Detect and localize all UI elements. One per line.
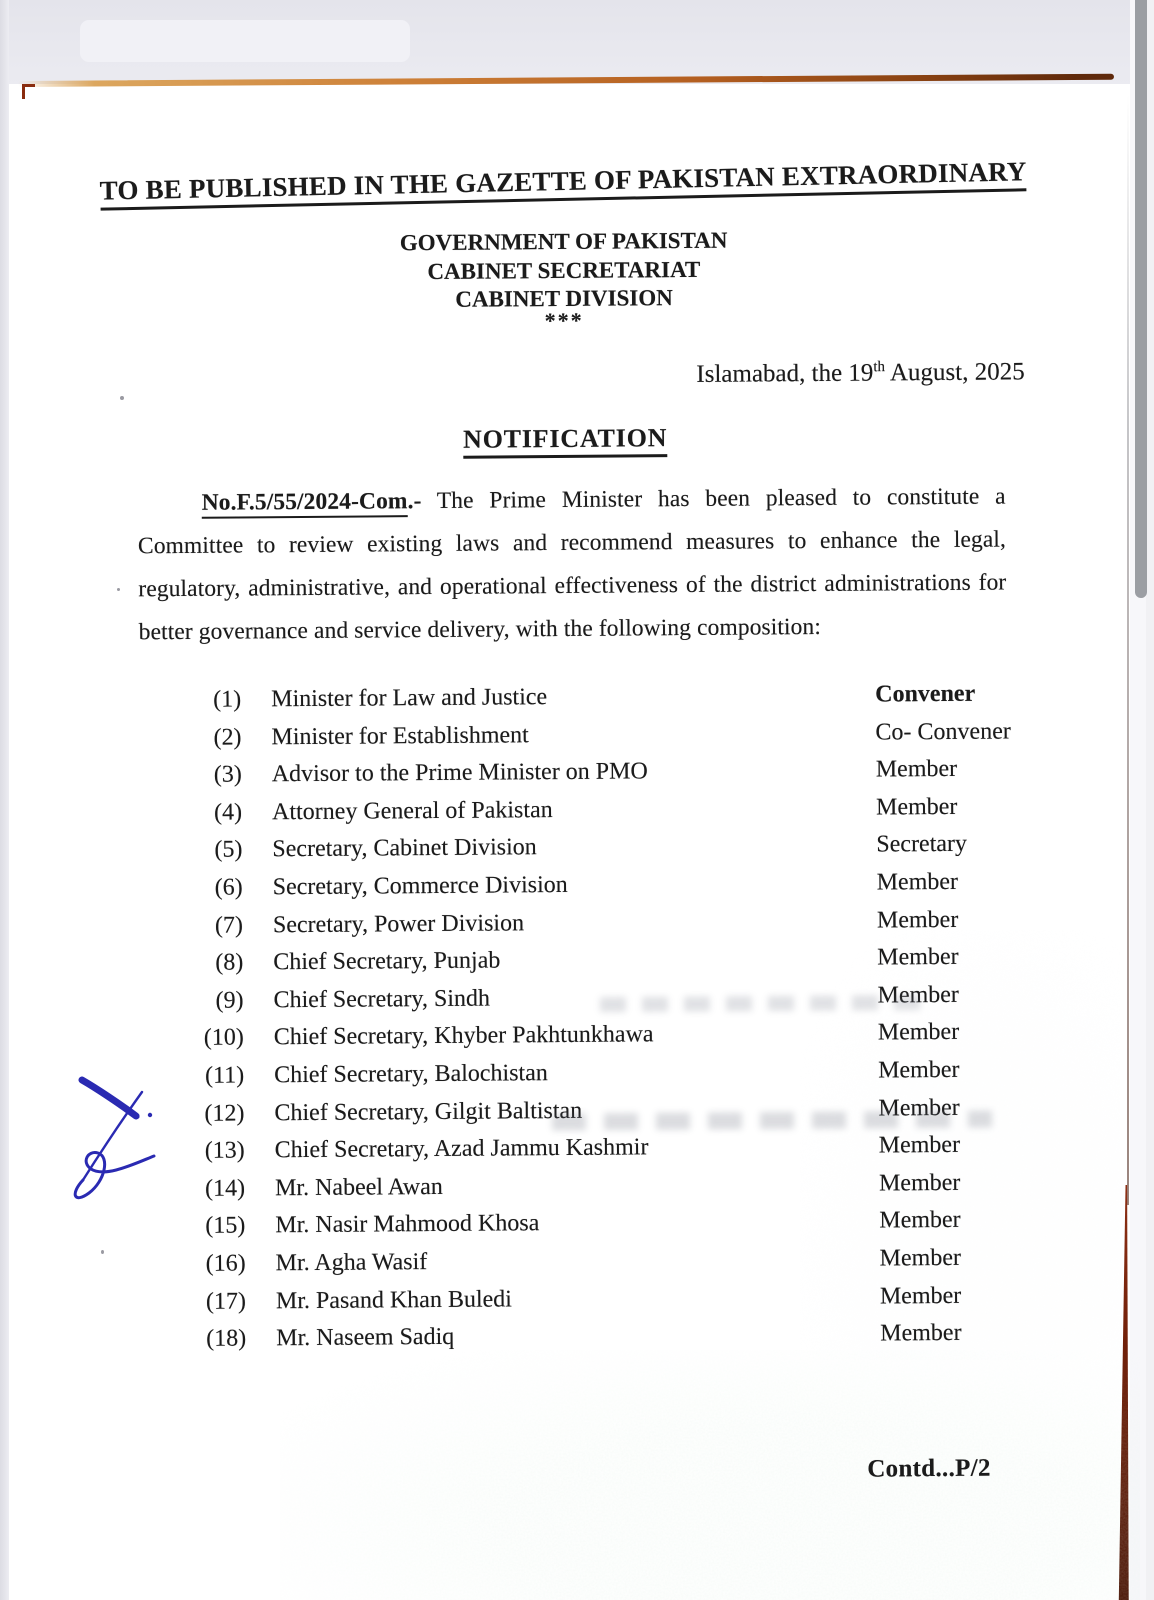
committee-role: Member: [878, 1056, 960, 1084]
date-line: [0, 358, 1025, 394]
paragraph-text: The Prime Minister has been pleased to constitute a Committee to review existing laws and recommend measures to enhance the legal, regulatory, administrative, and operational effectiveness of the district administrations for better governance and service delivery, with the following composition:: [137, 483, 1007, 646]
committee-title: Chief Secretary, Punjab: [273, 947, 501, 976]
scrollbar-thumb[interactable]: [1135, 0, 1147, 598]
reference-separator: .-: [407, 488, 422, 515]
committee-title: Chief Secretary, Balochistan: [274, 1060, 548, 1089]
body-paragraph: [137, 475, 1006, 654]
committee-title: Mr. Nasir Mahmood Khosa: [275, 1210, 540, 1239]
committee-role: Member: [877, 981, 959, 1009]
committee-title: Chief Secretary, Khyber Pakhtunkhawa: [273, 1021, 654, 1051]
committee-title: Secretary, Commerce Division: [272, 871, 568, 901]
date-suffix: August, 2025: [884, 358, 1025, 387]
committee-number: (6): [214, 874, 243, 901]
committee-title: Chief Secretary, Azad Jammu Kashmir: [274, 1134, 649, 1164]
committee-role: Member: [876, 906, 959, 934]
committee-number: (14): [204, 1175, 246, 1202]
committee-list: [0, 679, 1140, 1365]
committee-title: Chief Secretary, Gilgit Baltistan: [274, 1097, 583, 1126]
publish-line: [0, 154, 1131, 213]
committee-role: Co- Convener: [875, 718, 1011, 746]
committee-role: Member: [878, 1094, 960, 1122]
committee-title: Mr. Naseem Sadiq: [276, 1323, 455, 1352]
committee-role: Convener: [875, 680, 976, 708]
committee-number: (8): [215, 949, 244, 976]
committee-number: (11): [204, 1062, 245, 1089]
committee-role: Secretary: [876, 831, 968, 858]
committee-title: Mr. Agha Wasif: [275, 1248, 428, 1277]
committee-role: Member: [880, 1319, 962, 1347]
committee-number: (10): [203, 1024, 244, 1052]
committee-title: Chief Secretary, Sindh: [273, 985, 491, 1014]
committee-number: (7): [214, 912, 244, 939]
committee-number: (5): [214, 836, 243, 864]
committee-role: Member: [877, 944, 959, 971]
committee-number: (18): [206, 1325, 247, 1352]
committee-role: Member: [878, 1169, 961, 1197]
committee-role: Member: [879, 1282, 962, 1310]
notification-heading-text: NOTIFICATION: [463, 423, 667, 459]
committee-role: Member: [879, 1244, 962, 1272]
org-line-secretariat: CABINET SECRETARIAT: [427, 256, 701, 284]
committee-title: Secretary, Cabinet Division: [272, 834, 537, 863]
handwritten-signature: [58, 1058, 170, 1208]
committee-number: (15): [205, 1212, 246, 1240]
org-line-government: GOVERNMENT OF PAKISTAN: [399, 227, 728, 256]
date-prefix: Islamabad, the 19: [696, 359, 874, 388]
org-line-division: CABINET DIVISION: [455, 285, 673, 312]
committee-title: Secretary, Power Division: [272, 909, 525, 938]
committee-title: Mr. Pasand Khan Buledi: [275, 1285, 513, 1314]
committee-role: Member: [878, 1131, 961, 1159]
committee-role: Member: [876, 868, 959, 896]
committee-title: Attorney General of Pakistan: [271, 796, 553, 826]
org-block: [0, 223, 1132, 317]
committee-title: Advisor to the Prime Minister on PMO: [271, 758, 648, 788]
committee-number: (2): [213, 724, 242, 751]
committee-number: (9): [215, 987, 244, 1014]
committee-role: Member: [875, 756, 958, 783]
committee-number: (13): [204, 1137, 245, 1164]
committee-title: Minister for Law and Justice: [271, 684, 548, 713]
committee-number: (12): [204, 1100, 245, 1127]
committee-title: Mr. Nabeel Awan: [274, 1173, 443, 1201]
scrollbar-track[interactable]: [1146, 0, 1154, 1600]
committee-role: Member: [875, 793, 958, 821]
reference-number: No.F.5/55/2024-Com: [202, 488, 408, 519]
committee-title: Minister for Establishment: [271, 721, 529, 750]
committee-number: (3): [213, 761, 242, 788]
committee-role: Member: [877, 1019, 960, 1046]
committee-number: (4): [214, 799, 243, 826]
notification-heading: [0, 419, 1133, 462]
publish-line-text: TO BE PUBLISHED IN THE GAZETTE OF PAKISTAN EXTRAORDINARY: [99, 156, 1026, 210]
committee-row: [4, 1319, 1140, 1366]
star-separator: ***: [544, 307, 584, 334]
continuation-note: Contd...P/2: [867, 1454, 991, 1483]
committee-number: (16): [205, 1250, 246, 1277]
committee-number: (1): [213, 686, 242, 713]
committee-role: Member: [879, 1207, 961, 1234]
committee-number: (17): [205, 1287, 247, 1315]
date-ordinal-suffix: th: [873, 359, 886, 376]
